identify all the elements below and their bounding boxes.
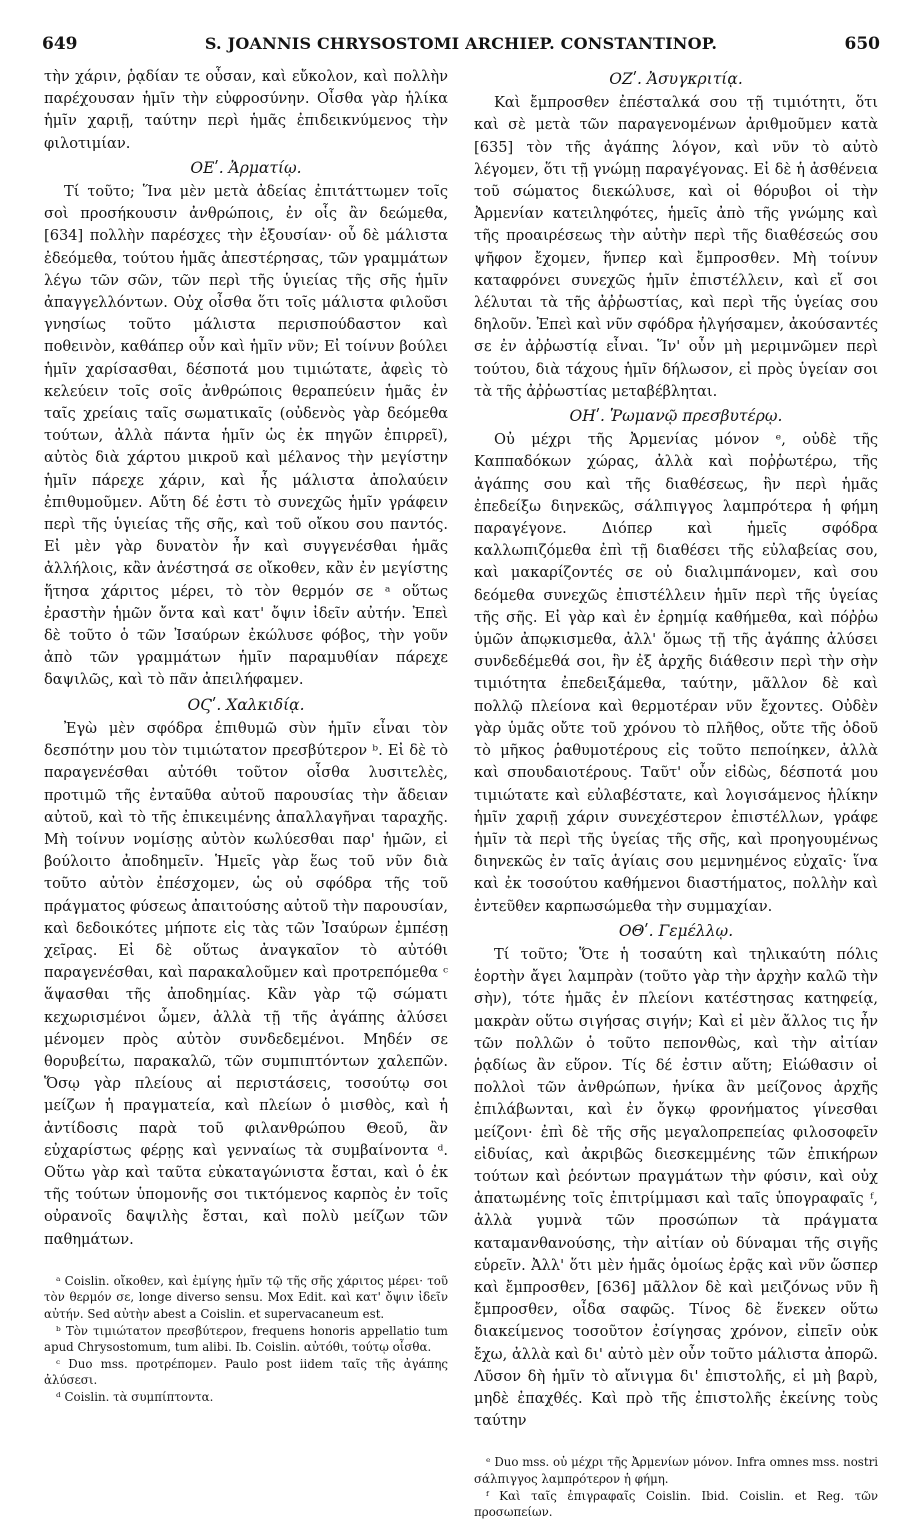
- right-column: [474, 66, 878, 1521]
- letter-heading: ΟΖʹ. Ἀσυγκριτίᾳ.: [609, 70, 743, 88]
- footnote: ᶠ Καὶ ταῖς ἐπιγραφαῖς Coislin. Ibid. Coislin. et Reg. τῶν προσωπείων.: [474, 1488, 878, 1520]
- footnotes: [474, 1454, 878, 1520]
- running-title: S. JOANNIS CHRYSOSTOMI ARCHIEP. CONSTANTINOP.: [204, 34, 718, 53]
- intro-paragraph: τὴν χάριν, ῥᾳδίαν τε οὖσαν, καὶ εὔκολον, καὶ πολλὴν παρέχουσαν ἡμῖν τὴν εὐφροσύνην. Οἶσθα γὰρ ἡλίκα ἡμῖν χαριῇ, ταύτην περὶ ἡμᾶς ἐπιδεικνύμενος τὴν φιλοτιμίαν.: [44, 68, 448, 152]
- letter-heading: ΟϚʹ. Χαλκιδίᾳ.: [187, 695, 305, 714]
- footnote: ᶜ Duo mss. προτρέπομεν. Paulo post iidem ταῖς τῆς ἀγάπης ἀλύσεσι.: [44, 1356, 448, 1388]
- letter-heading: ΟΗʹ. Ῥωμανῷ πρεσβυτέρῳ.: [569, 407, 783, 426]
- footnote: ᵇ Τὸν τιμιώτατον πρεσβύτερον, frequens honoris appellatio tum apud Chrysostomum, tum alibi. Ib. Coislin. αὐτόθι, τούτῳ οἶσθα.: [44, 1323, 448, 1355]
- letter-body: Οὐ μέχρι τῆς Ἀρμενίας μόνον ᵉ, οὐδὲ τῆς Καππαδόκων χώρας, ἀλλὰ καὶ ποῤῥωτέρω, τῆς ἀγάπης σου καὶ τῆς διαθέσεως, ἣν περὶ ἡμᾶς ἐπεδείξω διηνεκῶς, σάλπιγγος λαμπρότερα ἡ φήμη παραγέγονε. Διόπερ καὶ ἡμεῖς σφόδρα καλλωπιζόμεθα ἐπὶ τῇ διαθέσει τῆς εὐλαβείας σου, καὶ μακαρίζοντές σε οὐ διαλιμπάνομεν, καὶ σου δεόμεθα συνεχῶς ἐπιστέλλειν ἡμῖν περὶ τῆς ὑγείας τῆς σῆς. Εἰ γὰρ καὶ ἐν ἐρημίᾳ καθήμεθα, καὶ πόῤῥω ὑμῶν ἀπῳκισμεθα, ἀλλ' ὅμως τῇ τῆς ἀγάπης ἀλύσει συνδεδέμεθά σοι, ἣν ἐξ ἀρχῆς διάθεσιν περὶ τὴν σὴν τιμιότητα ἐπεδειξάμεθα, ταύτην, μᾶλλον δὲ καὶ πολλῷ πλείονα καὶ θερμοτέραν νῦν ἔχοντες. Οὐδὲν γὰρ ὑμᾶς οὔτε τοῦ χρόνου τὸ πλῆθος, οὔτε τῆς ὁδοῦ τὸ μῆκος ῥαθυμοτέρους εἰς τοῦτο πεποίηκεν, ἀλλὰ καὶ σπουδαιοτέρους. Ταῦτ' οὖν εἰδὼς, δέσποτά μου τιμιώτατε καὶ εὐλαβέστατε, καὶ λογισάμενος ἡλίκην ἡμῖν χαριῇ χάριν συνεχέστερον ἐπιστέλλων, γράφε ἡμῖν τὰ περὶ τῆς ὑγείας τῆς σῆς, καὶ προηγουμένως διηνεκῶς ἐν ταῖς ἁγίαις σου μεμνημένος εὐχαῖς· ἵνα καὶ ἐκ τοσούτου καθήμενοι διαστήματος, πολλὴν καὶ ἐντεῦθεν καρπωσώμεθα τὴν συμμαχίαν.: [474, 431, 878, 915]
- letter-heading: ΟΕʹ. Ἀρματίῳ.: [190, 158, 302, 177]
- letter-body: Καὶ ἔμπροσθεν ἐπέσταλκά σου τῇ τιμιότητι, ὅτι καὶ σὲ μετὰ τῶν παραγενομένων ἀριθμοῦμεν κατὰ [635] τὸν τῆς ἀγάπης λόγον, καὶ νῦν τὸ αὐτὸ λέγομεν, ὅτι τῇ γνώμῃ παραγέγονας. Εἰ δὲ ἡ ἀσθένεια τοῦ σώματος διεκώλυσε, καὶ οἱ θόρυβοι οἱ τὴν Ἀρμενίαν κατειληφότες, ἡμεῖς ἀπὸ τῆς γνώμης καὶ τῆς προαιρέσεως τὴν αὐτὴν περὶ τῆς διαθέσεώς σου ψῆφον ἔχομεν, ἥνπερ καὶ ἔμπροσθεν. Μὴ τοίνυν καταφρόνει συνεχῶς ἡμῖν ἐπιστέλλειν, καὶ εἴ σοι λέλυται τὰ τῆς ἀῤῥωστίας, καὶ περὶ τῆς ὑγείας σου δηλοῦν. Ἐπεὶ καὶ νῦν σφόδρα ἠλγήσαμεν, ἀκούσαντές σε ἐν ἀῤῥωστίᾳ εἶναι. Ἵν' οὖν μὴ μεριμνῶμεν περὶ τούτου, διὰ τάχους ἡμῖν δήλωσον, εἰ πρὸς ὑγείαν σοι τὰ τῆς ἀῤῥωστίας μεταβέβληται.: [474, 94, 878, 400]
- left-column: [44, 66, 448, 1406]
- running-header: [42, 34, 880, 58]
- letter-body: Τί τοῦτο; Ἵνα μὲν μετὰ ἀδείας ἐπιτάττωμεν τοῖς σοὶ προσήκουσιν ἀνθρώποις, ἐν οἷς ἂν δεώμεθα, [634] πολλὴν παρέσχες τὴν ἐξουσίαν· οὗ δὲ μάλιστα ἐδεόμεθα, τούτου ἡμᾶς ἀπεστέρησας, τῶν γραμμάτων λέγω τῶν σῶν, τῶν περὶ τῆς ὑγιείας τῆς σῆς ἡμῖν ἀπαγγελλόντων. Οὐχ οἶσθα ὅτι τοῖς μάλιστα φιλοῦσι γνησίως τοῦτο μάλιστα περισπούδαστον καὶ ποθεινὸν, καθάπερ οὖν καὶ ἡμῖν νῦν; Εἰ τοίνυν βούλει ἡμῖν χαρίσασθαι, δέσποτά μου τιμιώτατε, ἀφεὶς τὸ κελεύειν τοῖς σοῖς ἀνθρώποις θεραπεύειν ἡμᾶς ἐν ταῖς χρείαις ταῖς σωματικαῖς (οὐδενὸς γὰρ δεόμεθα τούτων, ἀλλὰ πάντα ἡμῖν ὡς ἐκ πηγῶν ἐπιρρεῖ), αὐτὸς διὰ χάρτου μικροῦ καὶ μέλανος τὴν μεγίστην ἡμῖν πάρεχε χάριν, καὶ ἧς μάλιστα ἀπολαύειν ἐπιθυμοῦμεν. Αὕτη δέ ἐστι τὸ συνεχῶς ἡμῖν γράφειν περὶ τῆς ὑγιείας τῆς σῆς, καὶ τοῦ οἴκου σου παντός. Εἰ μὲν γὰρ δυνατὸν ἦν καὶ συγγενέσθαι ἡμᾶς ἀλλήλοις, κἂν ἀνέστησά σε οἴκοθεν, κἂν ἐν μεγίστης ἥτησα χάριτος μέρει, τὸ τὸν θερμόν σε ᵃ οὕτως ἐραστὴν ἡμῶν ὄντα καὶ κατ' ὄψιν ἰδεῖν αὐτήν. Ἐπεὶ δὲ τοῦτο ὁ τῶν Ἰσαύρων ἐκώλυσε φόβος, τὴν γοῦν ἀπὸ τῶν γραμμάτων ἡμῖν παραμυθίαν πάρεχε δαψιλῶς, καὶ τὸ πᾶν ἀπειλήφαμεν.: [44, 183, 448, 689]
- footnotes: [44, 1273, 448, 1406]
- letter-heading: ΟΘʹ. Γεμέλλῳ.: [618, 921, 734, 940]
- footnote: ᵈ Coislin. τὰ συμπίπτοντα.: [56, 1389, 214, 1404]
- page-number-left: 649: [42, 34, 78, 54]
- footnote: ᵉ Duo mss. οὐ μέχρι τῆς Ἀρμενίων μόνον. Infra omnes mss. nostri σάλπιγγος λαμπρότερον ἡ φήμη.: [474, 1455, 878, 1486]
- letter-body: Ἐγὼ μὲν σφόδρα ἐπιθυμῶ σὺν ἡμῖν εἶναι τὸν δεσπότην μου τὸν τιμιώτατον πρεσβύτερον ᵇ. Εἰ δὲ τὸ παραγενέσθαι αὐτόθι τοῦτον οἶσθα λυσιτελὲς, προτιμῶ τῆς ἐνταῦθα αὐτοῦ παρουσίας τὴν ἄδειαν αὐτοῦ, καὶ τὸ τῆς ἐπικειμένης ἀπαλλαγῆναι ταραχῆς. Μὴ τοίνυν νομίσῃς αὐτὸν κωλύεσθαι παρ' ἡμῶν, εἰ βούλοιτο ἀποδημεῖν. Ἡμεῖς γὰρ ἕως τοῦ νῦν διὰ τοῦτο αὐτὸν ἐπέσχομεν, ὡς οὐ σφόδρα τῆς τοῦ πράγματος φύσεως ἀπαιτούσης αὐτοῦ τὴν παρουσίαν, καὶ δεδοικότες μήποτε εἰς τὰς τῶν Ἰσαύρων ἐμπέσῃ χεῖρας. Εἰ δὲ οὕτως ἀναγκαῖον τὸ αὐτόθι παραγενέσθαι, καὶ παρακαλοῦμεν καὶ προτρεπόμεθα ᶜ ἅψασθαι τῆς ἀποδημίας. Κἂν γὰρ τῷ σώματι κεχωρισμένοι ὦμεν, ἀλλὰ τῇ τῆς ἀγάπης ἀλύσει μένομεν πρὸς αὐτὸν συνδεδεμένοι. Μηδέν σε θορυβείτω, παρακαλῶ, τῶν συμπιπτόντων χαλεπῶν. Ὅσῳ γὰρ πλείους αἱ περιστάσεις, τοσούτῳ σοι μείζων ἡ πραγματεία, καὶ πλείων ὁ μισθὸς, καὶ ἡ ἀντίδοσις παρὰ τοῦ φιλανθρώπου Θεοῦ, ἂν εὐχαρίστως φέρῃς καὶ γενναίως τὰ συμβαίνοντα ᵈ. Οὕτω γὰρ καὶ ταῦτα εὐκαταγώνιστα ἔσται, καὶ ὁ ἐκ τῆς τούτων ὑπομονῆς σοι τικτόμενος καρπὸς ἐν τοῖς οὐρανοῖς δαψιλὴς ἔσται, καὶ πολὺ μείζων τῶν παθημάτων.: [44, 719, 448, 1248]
- letter-body: Τί τοῦτο; Ὅτε ἡ τοσαύτη καὶ τηλικαύτη πόλις ἑορτὴν ἄγει λαμπρὰν (τοῦτο γὰρ τὴν ἀρχὴν καλῶ τὴν σὴν), τότε ἡμᾶς ἐν πλείονι κατέστησας κατηφείᾳ, μακρὰν οὕτω σιγήσας σιγήν; Καὶ εἰ μὲν ἄλλος τις ἦν τῶν πολλῶν ὁ τοῦτο πεπονθὼς, καὶ τὴν αἰτίαν ῥᾳδίως ἂν εὕρον. Τίς δέ ἐστιν αὕτη; Εἰώθασιν οἱ πολλοὶ τῶν ἀνθρώπων, ἡνίκα ἂν μείζονος ἀρχῆς ἐπιλάβωνται, καὶ ἐν ὄγκῳ φρονήματος γίνεσθαι μείζονι· ἐπὶ δὲ τῆς σῆς μεγαλοπρεπείας φιλοσοφεῖν εἰδυίας, καὶ ἀκριβῶς διεσκεμμένης τῶν ἐπικήρων τούτων καὶ ῥεόντων πραγμάτων τὴν φύσιν, καὶ οὐχ ἀπατωμένης τοῖς ἐπιτρίμμασι καὶ ταῖς ὑπογραφαῖς ᶠ, ἀλλὰ γυμνὰ τῶν προσώπων τὰ πράγματα καταμανθανούσης, τὴν αἰτίαν οὐ δύναμαι τῆς σιγῆς εὑρεῖν. Ἀλλ' ὅτι μὲν ἡμᾶς ὁμοίως ἐρᾷς καὶ νῦν ὥσπερ καὶ ἔμπροσθεν, [636] μᾶλλον δὲ καὶ μειζόνως νῦν ἢ ἔμπροσθεν, οἶδα σαφῶς. Τίνος δὲ ἕνεκεν οὕτω διακείμενος τοσοῦτον ἐσίγησας χρόνον, εἰπεῖν οὐκ ἔχω, ἀλλὰ καὶ δι' αὐτὸ μὲν οὖν τοῦτο μάλιστα ἀπορῶ. Λῦσον δὴ ἡμῖν τὸ αἴνιγμα δι' ἐπιστολῆς, εἰ μὴ βαρὺ, μηδὲ ἐπαχθές. Καὶ πρὸ τῆς ἐπιστολῆς ἐκείνης τοὺς ταύτην: [474, 945, 878, 1430]
- page-number-right: 650: [844, 34, 880, 54]
- footnote: ᵃ Coislin. οἴκοθεν, καὶ ἐμίγης ἡμῖν τῷ τῆς σῆς χάριτος μέρει· τοῦ τὸν θερμόν σε, longe diverso sensu. Mox Edit. καὶ κατ' ὄψιν ἰδεῖν αὐτήν. Sed αὐτὴν abest a Coislin. et supervacaneum est.: [44, 1273, 448, 1321]
